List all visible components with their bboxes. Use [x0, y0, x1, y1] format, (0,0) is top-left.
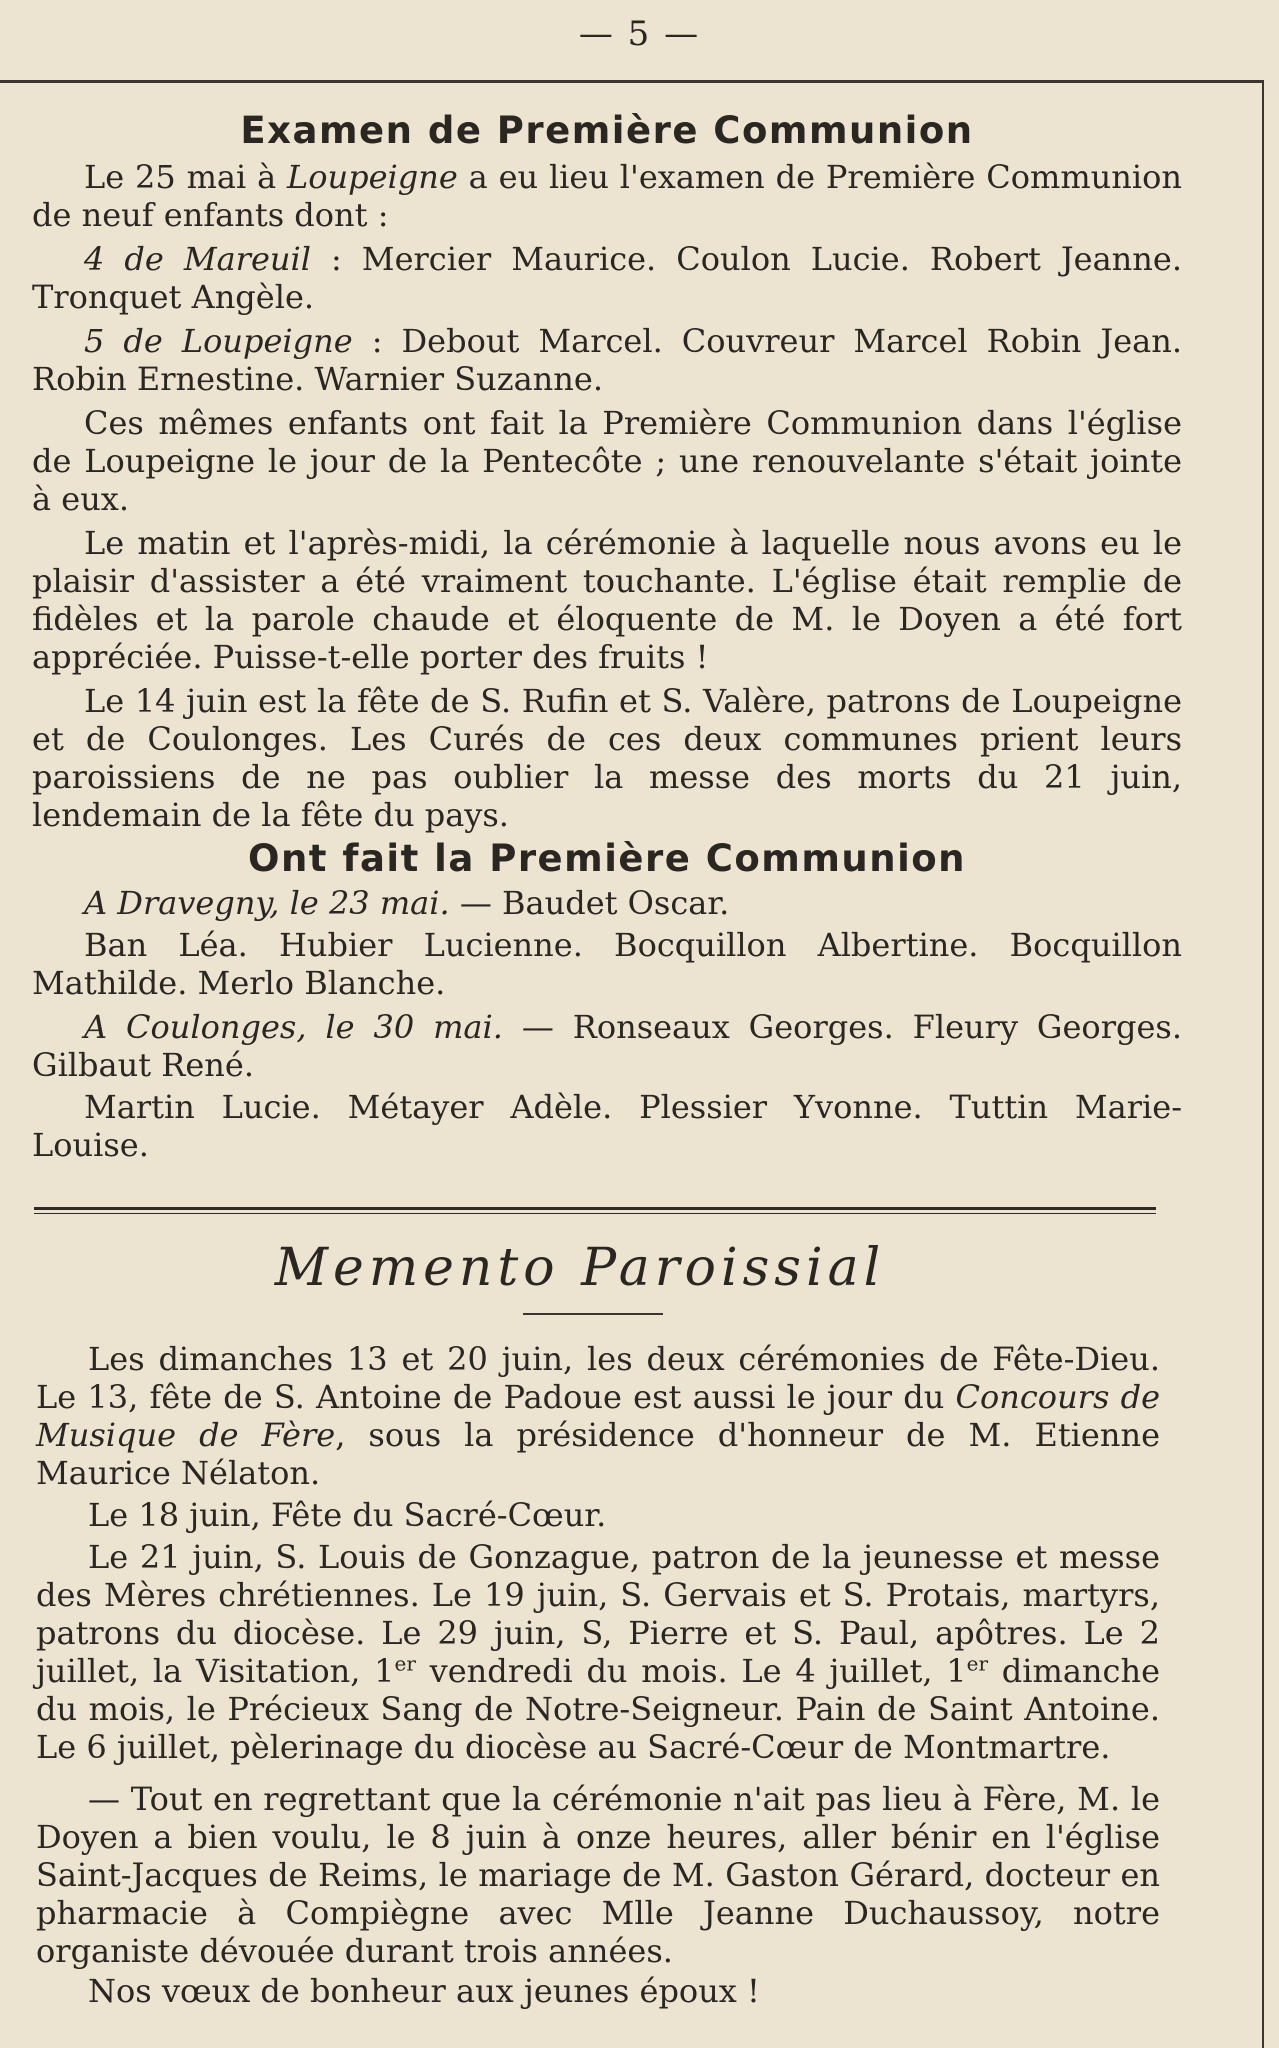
loupeigne-names: : Debout Marcel. Couvreur Marcel Robin Jean. Robin Ernestine. Warnier Suzanne. — [32, 322, 1182, 398]
dravegny-first — [32, 884, 1182, 922]
memento-section — [36, 1340, 1160, 2010]
loupeigne-list — [32, 322, 1182, 398]
examen-title: Examen de Première Communion — [240, 109, 974, 152]
intro-text-b: a eu lieu l'examen de Première Communion de neuf enfants dont : — [32, 158, 1183, 234]
memento-title: Memento Paroissial — [274, 1238, 886, 1298]
memento-p3-sup1: er — [394, 1651, 416, 1676]
memento-p1-a: Les dimanches 13 et 20 juin, les deux cérémonies de Fête-Dieu. Le 13, fête de S. Antoine de Padoue est aussi le jour du — [36, 1340, 1160, 1416]
memento-paragraph-4: — Tout en regrettant que la cérémonie n'ait pas lieu à Fère, M. le Doyen a bien voulu, le 8 juin à onze heures, aller bénir en l'église Saint-Jacques de Reims, le mariage de M. Gaston Gérard, docteur en pharmacie à Compiègne avec Mlle Jeanne Duchaussoy, notre organiste dévouée durant trois années. — [36, 1780, 1160, 1970]
memento-p1-b: , sous la présidence d'honneur de M. Etienne Maurice Nélaton. — [36, 1416, 1161, 1492]
intro-place: Loupeigne — [287, 158, 458, 196]
coulonges-label: A Coulonges, le 30 mai. — [84, 1008, 503, 1046]
paragraph-matin: Le matin et l'après-midi, la cérémonie à laquelle nous avons eu le plaisir d'assister a été vraiment touchante. L'église était remplie de fidèles et la parole chaude et éloquente de M. le Doyen a été fort appréciée. Puisse-t-elle porter des fruits ! — [32, 524, 1182, 676]
memento-p3-a: Le 21 juin, S. Louis de Gonzague, patron de la jeunesse et messe des Mères chrétiennes. Le 19 juin, S. Gervais et S. Protais, martyrs, patrons du diocèse. Le 29 juin, S, Pierre et S. Paul, apôtres. Le 2 juillet, la Visitation, 1 — [36, 1538, 1160, 1690]
examen-section — [32, 109, 1183, 1164]
memento-paragraph-1 — [36, 1340, 1160, 1492]
top-rule — [0, 80, 1262, 83]
section-divider — [34, 1207, 1156, 1214]
coulonges-first — [32, 1008, 1182, 1084]
memento-paragraph-2: Le 18 juin, Fête du Sacré-Cœur. — [88, 1496, 607, 1534]
paragraph-fete: Le 14 juin est la fête de S. Rufin et S. Valère, patrons de Loupeigne et de Coulonges. Les Curés de ces deux communes prient leurs paroissiens de ne pas oublier la messe des morts du 21 juin, lendemain de la fête du pays. — [32, 682, 1182, 834]
right-border-rule — [1262, 80, 1264, 2048]
intro-text-a: Le 25 mai à — [84, 158, 287, 196]
memento-paragraph-5: Nos vœux de bonheur aux jeunes époux ! — [88, 1972, 760, 2010]
memento-paragraph-3 — [36, 1538, 1160, 1766]
coulonges-first-names: — Ronseaux Georges. Fleury Georges. Gilbaut René. — [32, 1008, 1183, 1084]
paragraph-ceremonie: Ces mêmes enfants ont fait la Première Communion dans l'église de Loupeigne le jour de la Pentecôte ; une renouvelante s'était jointe à eux. — [32, 404, 1182, 518]
title-underline — [523, 1313, 663, 1315]
mareuil-label: 4 de Mareuil — [84, 240, 311, 278]
memento-p3-sup2: er — [966, 1651, 989, 1676]
coulonges-rest: Martin Lucie. Métayer Adèle. Plessier Yvonne. Tuttin Marie-Louise. — [32, 1088, 1182, 1164]
examen-intro — [32, 158, 1182, 234]
memento-p1-em: Concours de Musique de Fère — [36, 1378, 1161, 1454]
mareuil-names: : Mercier Maurice. Coulon Lucie. Robert Jeanne. Tronquet Angèle. — [32, 240, 1183, 316]
dravegny-rest: Ban Léa. Hubier Lucienne. Bocquillon Albertine. Bocquillon Mathilde. Merlo Blanche. — [32, 926, 1182, 1002]
page-number: — 5 — — [578, 14, 701, 54]
memento-p3-c: dimanche du mois, le Précieux Sang de Notre-Seigneur. Pain de Saint Antoine. Le 6 juillet, pèlerinage du diocèse au Sacré-Cœur de Montmartre. — [36, 1652, 1161, 1766]
communion-title: Ont fait la Première Communion — [247, 837, 967, 880]
loupeigne-label: 5 de Loupeigne — [84, 322, 353, 360]
memento-p3-b: vendredi du mois. Le 4 juillet, 1 — [415, 1652, 967, 1690]
mareuil-list — [32, 240, 1182, 316]
dravegny-first-name: — Baudet Oscar. — [449, 884, 730, 922]
dravegny-label: A Dravegny, le 23 mai. — [84, 884, 450, 922]
